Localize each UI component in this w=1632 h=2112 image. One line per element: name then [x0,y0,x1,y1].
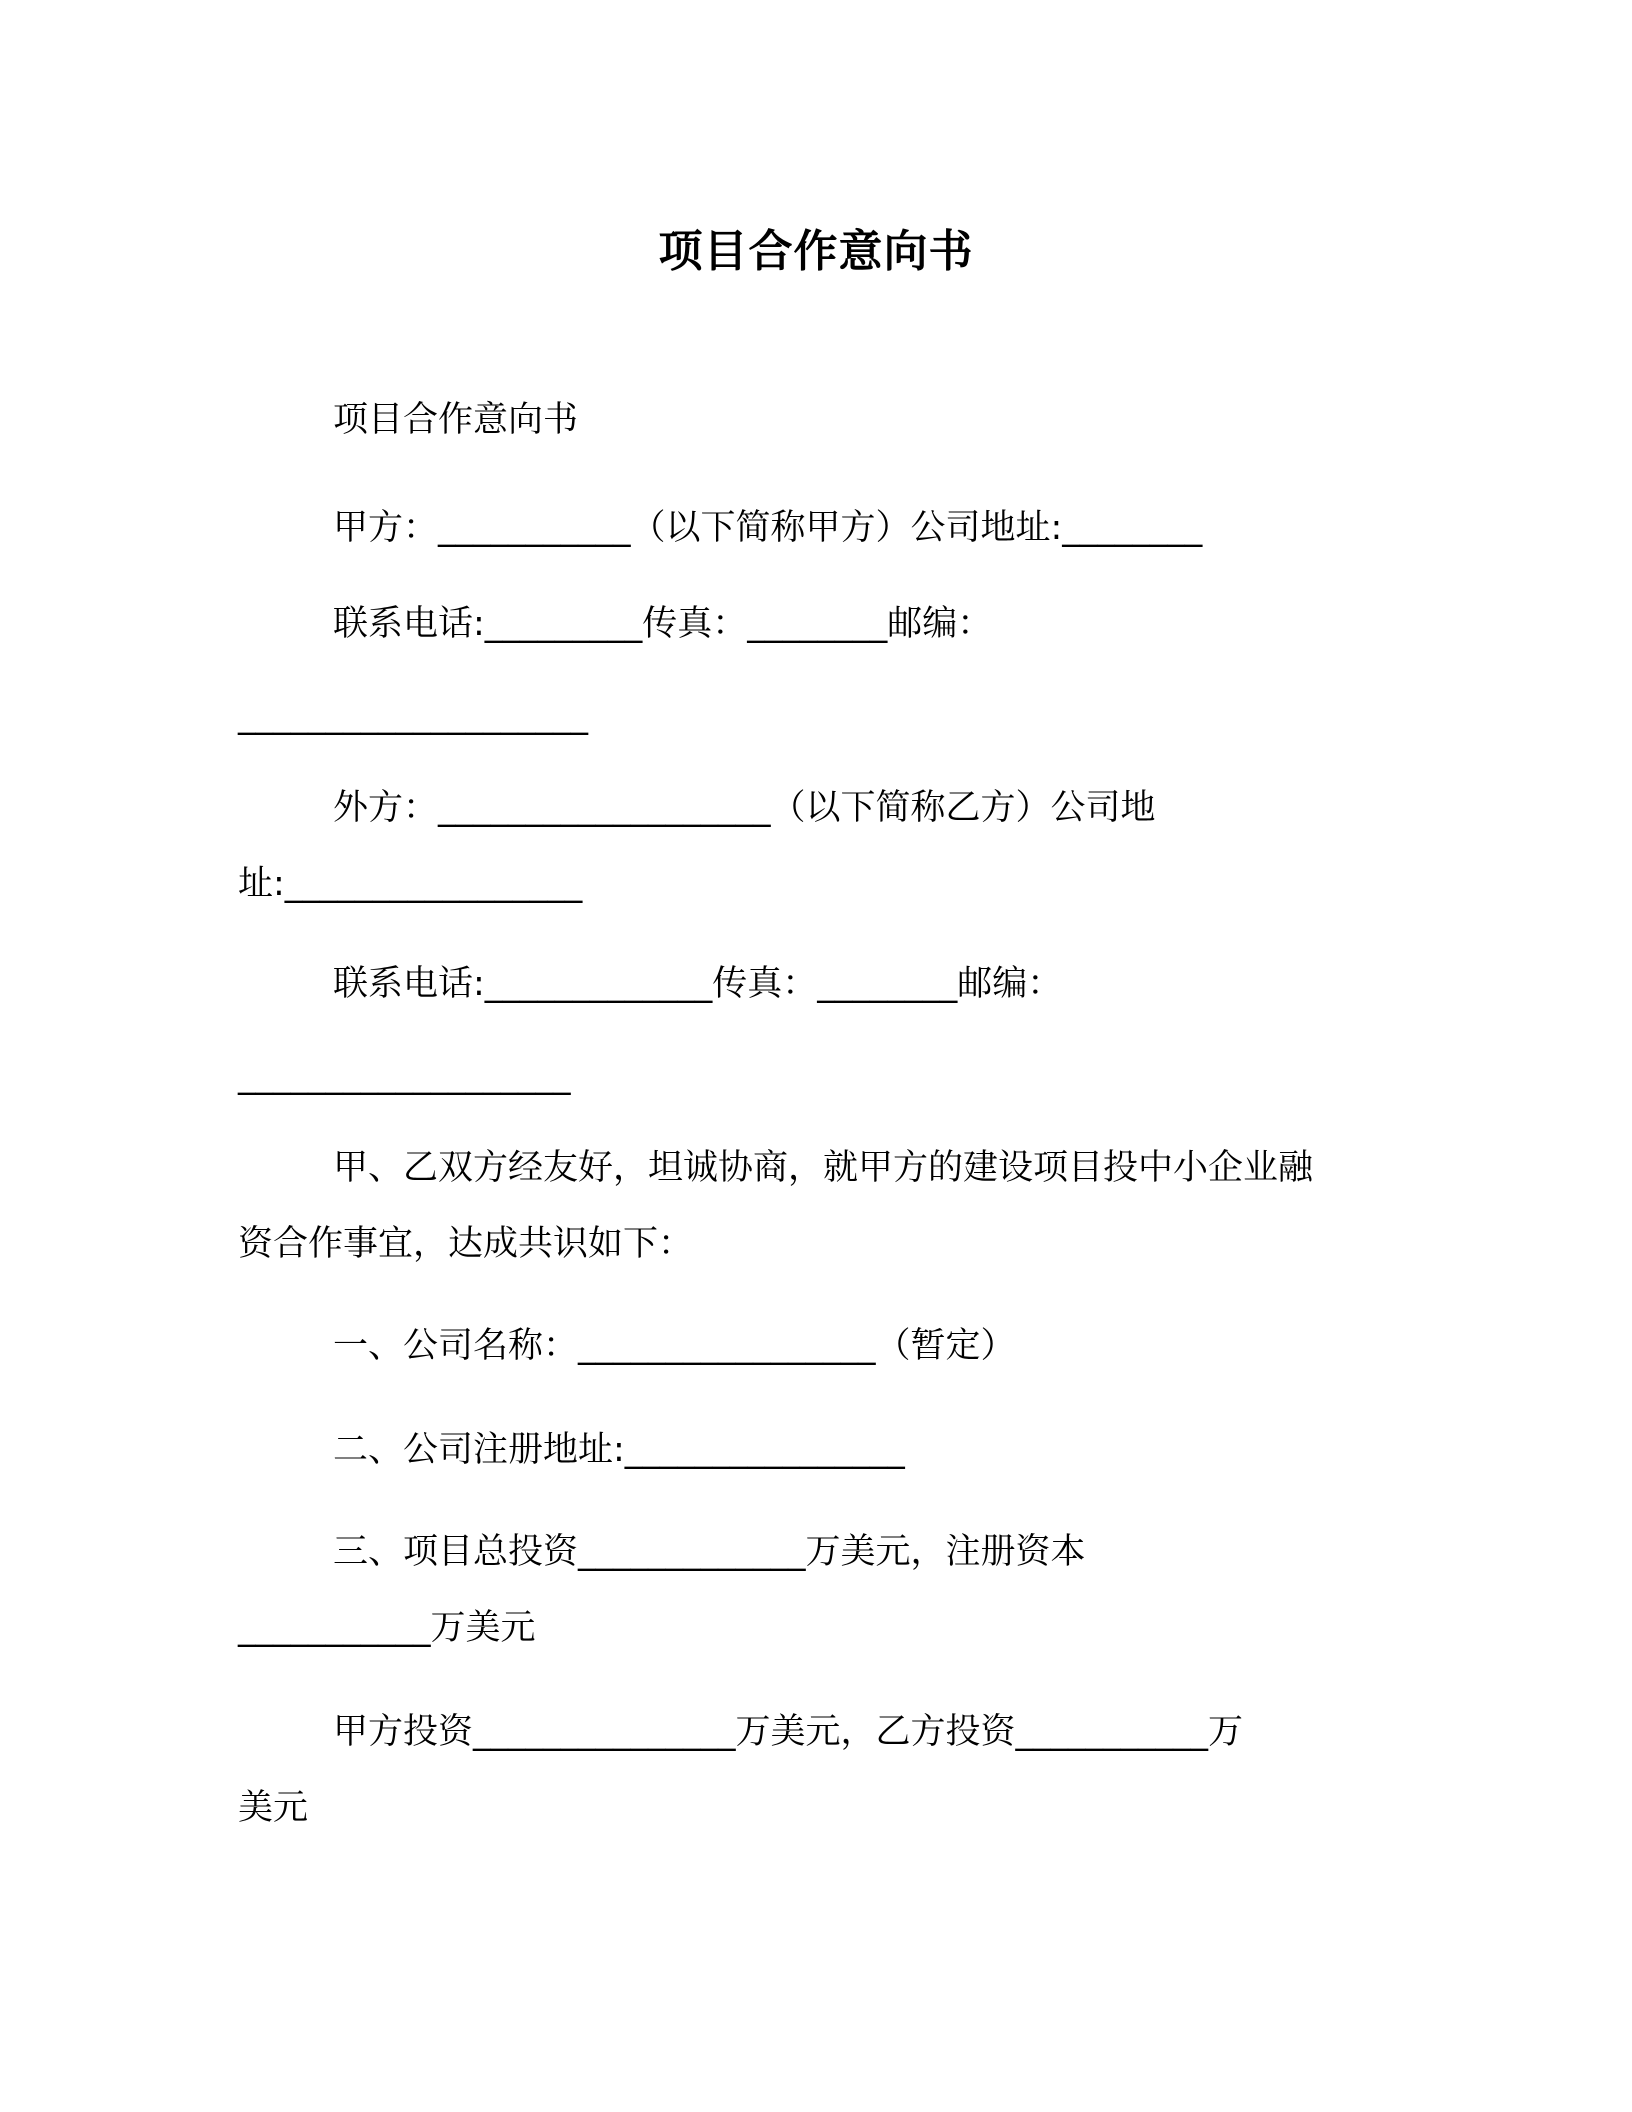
party-b-contact-line: 联系电话:_____________传真：________邮编： [333,964,1063,1004]
party-a-contact-line: 联系电话:_________传真：________邮编： [333,604,993,644]
subtitle-line: 项目合作意向书 [333,400,579,440]
investment-split-line-2: 美元 [238,1788,309,1828]
investment-split-line-1: 甲方投资_______________万美元，乙方投资___________万 [333,1712,1244,1752]
clause-company-name: 一、公司名称：_________________（暂定） [333,1326,1016,1366]
party-b-line: 外方：___________________（以下简称乙方）公司地 [333,788,1156,828]
party-b-address-line: 址:_________________ [238,864,583,904]
party-a-line: 甲方：___________（以下简称甲方）公司地址:________ [333,508,1203,548]
clause-total-investment-line-1: 三、项目总投资_____________万美元，注册资本 [333,1532,1086,1572]
party-a-postcode-blank: ____________________ [238,696,588,736]
document-title: 项目合作意向书 [658,226,974,277]
intro-paragraph-line-2: 资合作事宜，达成共识如下： [238,1224,694,1264]
clause-total-investment-line-2: ___________万美元 [238,1608,536,1648]
intro-paragraph-line-1: 甲、乙双方经友好，坦诚协商，就甲方的建设项目投中小企业融 [333,1148,1314,1188]
party-b-postcode-blank: ___________________ [238,1056,571,1096]
clause-registered-address: 二、公司注册地址:________________ [333,1430,905,1470]
